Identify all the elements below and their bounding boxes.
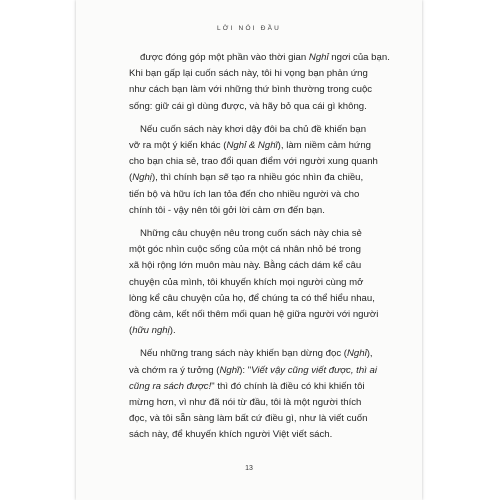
italic-text: Nghĩ — [219, 364, 240, 376]
text-line: Những câu chuyện nêu trong cuốn sách này chia sẻ — [140, 228, 362, 240]
italic-text: Nghỉ — [308, 52, 329, 63]
text-line: đọc, và tôi sẵn sàng làm bất cứ điều gì, như là viết cuốn — [129, 413, 368, 425]
text-line: Nếu những trang sách này khiến bạn dừng đọc (Nghỉ), — [140, 348, 373, 360]
paragraph — [129, 50, 390, 115]
text-line: tiến bộ và hữu ích lan tỏa đến cho nhiều người và cho — [129, 188, 360, 200]
italic-text: hữu nghị — [132, 325, 170, 337]
italic-text: Nghỉ — [347, 348, 367, 360]
text-line: cho bạn chia sẻ, trao đổi quan điểm với người xung quanh — [129, 156, 378, 168]
text-line: cũng ra sách được!" thì đó chính là điều có khi khiến tôi — [129, 380, 365, 392]
text-line: sống: giữ cái gì dùng được, và hãy bỏ qua cái gì không. — [129, 100, 367, 112]
text-line: như cách bạn làm với những thứ bình thường trong cuộc — [129, 84, 373, 96]
paragraph — [129, 346, 387, 443]
italic-text: Nghỉ & Nghĩ — [226, 140, 278, 152]
italic-text: cũng ra sách được! — [129, 380, 212, 392]
text-line: chuyện của mình, tôi khuyến khích mọi người cùng mở — [129, 276, 364, 288]
italic-text: Nghị — [132, 172, 152, 184]
text-line: một góc nhìn cuộc sống của một cá nhân nhỏ bé trong — [129, 244, 362, 256]
text-line: (Nghị), thì chính bạn sẽ tạo ra nhiều góc nhìn đa chiều, — [129, 172, 364, 184]
text-line: được đóng góp một phần vào thời gian Nghỉ ngơi của bạn. — [140, 52, 390, 63]
paragraph — [129, 122, 387, 219]
italic-text: Viết vậy cũng viết được, thì ai — [251, 364, 377, 376]
book-page — [76, 0, 422, 500]
text-line: đồng cảm, kết nối thêm mối quan hệ giữa người với người — [129, 309, 379, 321]
text-line: mừng hơn, vì như đã nói từ đầu, tôi là một người thích — [129, 397, 362, 409]
text-line: và chớm ra ý tưởng (Nghĩ): "Viết vậy cũng viết được, thì ai — [129, 364, 377, 376]
text-line: xã hội rộng lớn muôn màu này. Bằng cách dám kể câu — [129, 260, 362, 272]
text-line: vỡ ra một ý kiến khác (Nghỉ & Nghĩ), làm niềm cảm hứng — [129, 140, 372, 152]
text-line: sách này, để khuyến khích người Việt viết sách. — [129, 429, 333, 441]
italic-text: sẽ — [218, 172, 229, 184]
text-line: chính tôi - vậy nên tôi gởi lời cảm ơn đến bạn. — [129, 204, 325, 216]
page-number: 13 — [245, 465, 253, 472]
body-text — [129, 50, 390, 451]
running-head: LỜI NÓI ĐẦU — [216, 25, 282, 32]
paragraph — [129, 226, 387, 339]
text-line: Khi bạn gấp lại cuốn sách này, tôi hi vọng bạn phản ứng — [129, 68, 368, 80]
text-line: Nếu cuốn sách này khơi dậy đôi ba chủ đề khiến bạn — [140, 123, 367, 135]
text-line: lòng kể câu chuyện của họ, để chúng ta có thể hiểu nhau, — [129, 292, 375, 304]
text-line: (hữu nghị). — [129, 325, 176, 337]
